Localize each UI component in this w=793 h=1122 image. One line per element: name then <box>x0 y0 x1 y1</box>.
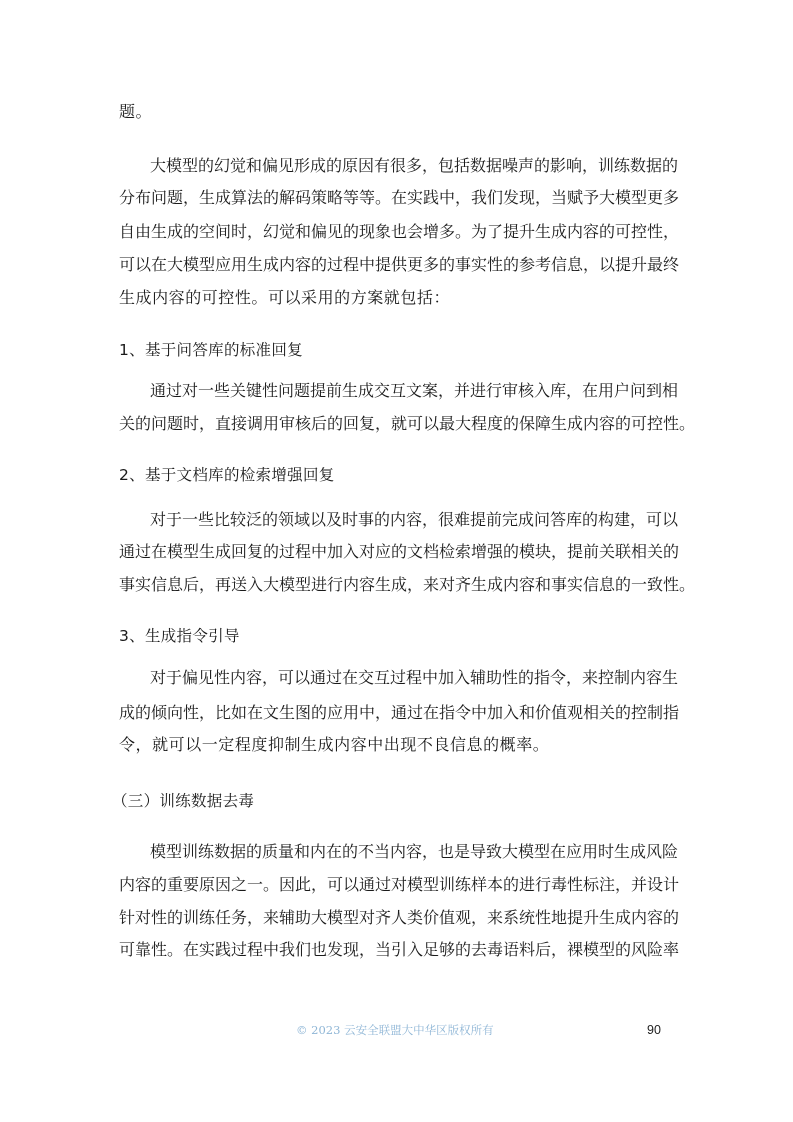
paragraph-line: 令，就可以一定程度抑制生成内容中出现不良信息的概率。 <box>119 735 550 754</box>
paragraph-line: 自由生成的空间时，幻觉和偏见的现象也会增多。为了提升生成内容的可控性， <box>119 222 680 241</box>
paragraph-line: 可靠性。在实践过程中我们也发现，当引入足够的去毒语料后，裸模型的风险率 <box>119 940 680 959</box>
paragraph-line: 通过在模型生成回复的过程中加入对应的文档检索增强的模块，提前关联相关的 <box>119 542 680 561</box>
page-number: 90 <box>647 1023 661 1037</box>
page-footer <box>0 1021 793 1041</box>
paragraph-line: 生成内容的可控性。可以采用的方案就包括： <box>119 288 451 307</box>
paragraph-line: 关的问题时，直接调用审核后的回复，就可以最大程度的保障生成内容的可控性。 <box>119 414 696 433</box>
section-heading: 2、基于文档库的检索增强回复 <box>119 466 335 484</box>
section-heading: 1、基于问答库的标准回复 <box>119 341 303 359</box>
paragraph-line: 事实信息后，再送入大模型进行内容生成，来对齐生成内容和事实信息的一致性。 <box>119 575 696 594</box>
paragraph-line: 题。 <box>119 102 153 121</box>
paragraph-line: 成的倾向性，比如在文生图的应用中，通过在指令中加入和价值观相关的控制指 <box>119 703 680 722</box>
section-heading: 3、生成指令引导 <box>119 627 240 645</box>
paragraph-line: 针对性的训练任务，来辅助大模型对齐人类价值观，来系统性地提升生成内容的 <box>119 908 680 927</box>
paragraph-line: 分布问题，生成算法的解码策略等等。在实践中，我们发现，当赋予大模型更多 <box>119 188 680 207</box>
paragraph-line: 内容的重要原因之一。因此，可以通过对模型训练样本的进行毒性标注，并设计 <box>119 875 680 894</box>
paragraph-line: 可以在大模型应用生成内容的过程中提供更多的事实性的参考信息，以提升最终 <box>119 255 680 274</box>
section-heading: （三）训练数据去毒 <box>112 792 255 810</box>
paragraph-line: 大模型的幻觉和偏见形成的原因有很多，包括数据噪声的影响，训练数据的 <box>150 156 679 175</box>
paragraph-line: 对于偏见性内容，可以通过在交互过程中加入辅助性的指令，来控制内容生 <box>150 668 679 687</box>
paragraph-line: 通过对一些关键性问题提前生成交互文案，并进行审核入库，在用户问到相 <box>150 381 679 400</box>
paragraph-line: 模型训练数据的质量和内在的不当内容，也是导致大模型在应用时生成风险 <box>150 842 679 861</box>
paragraph-line: 对于一些比较泛的领域以及时事的内容，很难提前完成问答库的构建，可以 <box>150 510 679 529</box>
footer-copyright: © 2023 云安全联盟大中华区版权所有 <box>296 1023 494 1037</box>
